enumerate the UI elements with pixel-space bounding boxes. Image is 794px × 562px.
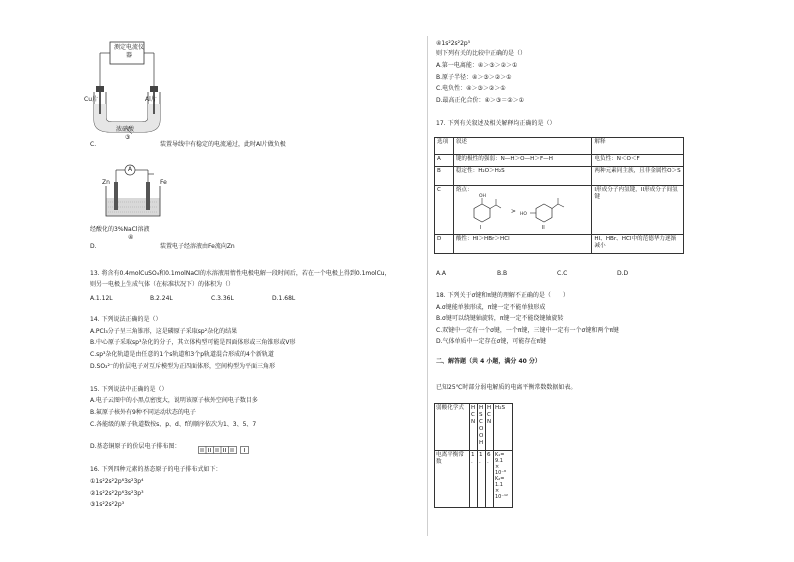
q16-stem: 16. 下列四种元素的基态原子的电子排布式如下： bbox=[90, 466, 222, 473]
char: S bbox=[479, 412, 483, 418]
fig4-right-electrode: Fe bbox=[160, 179, 167, 186]
ion-value-2 bbox=[478, 451, 486, 508]
q17-row-a bbox=[435, 155, 684, 167]
char: C bbox=[479, 419, 483, 425]
section-2-heading: 二、解答题（共 4 小题，满分 40 分） bbox=[436, 358, 541, 365]
q13-option-c: C.3.36L bbox=[211, 295, 234, 302]
q17-answer-a: A.A bbox=[436, 270, 447, 277]
q17-row-a-desc: 键的极性的强弱：N—H＞O—H＞F—H bbox=[453, 155, 592, 167]
char: N bbox=[471, 419, 476, 425]
q17-row-b-desc: 稳定性：H₂O＞H₂S bbox=[453, 167, 592, 186]
option-d-letter: D. bbox=[90, 243, 97, 250]
q14-option-a: A.PCl₃分子呈三角锥形，这是磷原子采取sp²杂化的结果 bbox=[90, 328, 238, 335]
char: 10⁻¹² bbox=[495, 494, 509, 500]
option-d-text: 装置电子经溶液由Fe流向Zn bbox=[160, 243, 235, 250]
q17-table bbox=[434, 137, 684, 254]
q16-config-2: ②1s²2s²2p⁶3s²3p³ bbox=[90, 490, 144, 497]
fig3-instrument-label: 测定电流仪器 bbox=[114, 44, 145, 59]
q16-config-4: ④1s²2s²2p⁵ bbox=[436, 40, 471, 47]
option-c-text: 装置导线中有稳定的电流通过，此时Al片做负极 bbox=[160, 141, 286, 148]
char: × bbox=[495, 464, 500, 470]
q19-intro: 已知25℃时部分弱电解质的电离平衡常数数据如表。 bbox=[436, 384, 577, 391]
ion-value-row bbox=[435, 451, 513, 508]
ion-col-hscn-chars bbox=[479, 405, 484, 447]
q17-row-b-exp: 两种元素同主族，且非金属性O＞S bbox=[592, 167, 684, 186]
q15-stem: 15. 下列说法中正确的是（） bbox=[90, 386, 168, 393]
ion-col-hcn2-chars bbox=[487, 405, 492, 426]
q16-option-c: C.电负性：④＞③＞②＞① bbox=[436, 85, 506, 92]
q17-row-c-desc bbox=[453, 186, 592, 235]
q14-option-d: D.SO₃²⁻的价层电子对互斥模型为正四面体形，空间构型为平面三角形 bbox=[90, 363, 276, 370]
q17-row-c-option: C bbox=[435, 186, 454, 235]
q17-row-c-compare-sign: > bbox=[510, 208, 516, 215]
ion-col-hcn2 bbox=[486, 404, 494, 451]
q16-option-b: B.原子半径：④＞③＞②＞① bbox=[436, 74, 512, 81]
q15-option-b: B.氟原子核外有9种不同运动状态的电子 bbox=[90, 409, 196, 416]
ion-value-3 bbox=[486, 451, 494, 508]
q17-header-option: 选项 bbox=[435, 138, 454, 155]
q18-option-d: D.气体单质中一定存在σ键，可能存在π键 bbox=[436, 338, 546, 345]
ion-value-4 bbox=[494, 451, 513, 508]
char: K₂= bbox=[495, 476, 505, 482]
ion-header-row bbox=[435, 404, 513, 451]
char: 9.1 bbox=[495, 458, 503, 464]
q13-option-d: D.1.68L bbox=[272, 295, 296, 302]
q18-option-b: B.σ键可以绕键轴旋转，π键一定不能绕键轴旋转 bbox=[436, 315, 564, 322]
q16-question-stem: 则下列有关的比较中正确的是（） bbox=[436, 50, 527, 57]
ion-value-label: 电离平衡常数 bbox=[435, 451, 470, 508]
char: H bbox=[479, 440, 484, 446]
q17-row-d-option: D bbox=[435, 235, 454, 254]
q17-header-exp: 解释 bbox=[592, 138, 684, 155]
figure-4 bbox=[100, 160, 180, 224]
q16-option-d: D.最高正化合价：④＞③＝②＞① bbox=[436, 97, 525, 104]
char: 6 bbox=[487, 452, 491, 458]
char: N bbox=[487, 419, 492, 425]
char: . bbox=[471, 459, 473, 465]
ion-value-2-chars bbox=[479, 452, 484, 466]
ion-col-hscn bbox=[478, 404, 486, 451]
q13-option-b: B.2.24L bbox=[150, 295, 173, 302]
q17-row-d-exp: HI、HBr、HCl中的范德华力逐渐减小 bbox=[592, 235, 684, 254]
svg-text:OH: OH bbox=[478, 194, 486, 199]
fig4-solution-label: 经酸化的3%NaCl溶液 bbox=[90, 226, 150, 233]
q17-row-c-melting-label: 熔点： bbox=[455, 187, 473, 193]
fig4-number: ④ bbox=[128, 234, 134, 241]
fig4-left-electrode: Zn bbox=[102, 179, 110, 186]
q13-option-a: A.1.12L bbox=[90, 295, 113, 302]
fig3-left-electrode: Cu片 bbox=[84, 96, 98, 103]
fig3-right-electrode: Al片 bbox=[145, 96, 157, 103]
q14-option-c: C.sp³杂化轨道是由任意的1个s轨道和3个p轨道混合形成的4个新轨道 bbox=[90, 351, 274, 358]
char: K₁= bbox=[495, 452, 505, 458]
orbital-boxes-drawing bbox=[198, 445, 250, 455]
q17-row-c bbox=[435, 186, 684, 235]
figure-4-drawing bbox=[100, 160, 180, 224]
char: 1 bbox=[479, 452, 483, 458]
char: H bbox=[479, 405, 484, 411]
char: C bbox=[487, 412, 491, 418]
q17-structure-ii-label: II bbox=[541, 225, 545, 231]
q17-answer-c: C.C bbox=[557, 270, 568, 277]
q16-config-1: ①1s²2s²2p⁶3s²3p⁴ bbox=[90, 478, 144, 485]
q15-option-c: C.各能级的原子轨道数按s、p、d、f的顺序依次为1、3、5、7 bbox=[90, 421, 257, 428]
q17-row-a-option: A bbox=[435, 155, 454, 167]
char: 1 bbox=[471, 452, 475, 458]
q16-config-3: ③1s²2s²2p³ bbox=[90, 501, 125, 508]
char: C bbox=[471, 412, 475, 418]
orbital-diagram bbox=[198, 440, 250, 450]
q17-row-d bbox=[435, 235, 684, 254]
q15-option-d: D.基态铜原子的价层电子排布图： bbox=[90, 443, 181, 450]
q17-answer-d: D.D bbox=[617, 270, 629, 277]
svg-text:HO: HO bbox=[519, 212, 527, 217]
fig3-number: ③ bbox=[125, 134, 131, 141]
q17-stem: 17. 下列有关叙述及相关解释均正确的是（） bbox=[436, 120, 556, 127]
q18-option-a: A.σ键能单独形成，π键一定不能单独形成 bbox=[436, 304, 546, 311]
q17-header-desc: 叙述 bbox=[453, 138, 592, 155]
q17-row-b-option: B bbox=[435, 167, 454, 186]
column-divider bbox=[427, 36, 428, 536]
q14-stem: 14. 下列说法正确的是（） bbox=[90, 316, 162, 323]
ion-col-h2s: H₂S bbox=[494, 404, 513, 451]
ionization-table bbox=[434, 403, 513, 508]
q17-structure-i-label: I bbox=[479, 225, 482, 231]
q17-row-b bbox=[435, 167, 684, 186]
fig3-solution-label: 浓硝酸 bbox=[116, 126, 135, 133]
q17-header-row bbox=[435, 138, 684, 155]
q14-option-b: B.中心原子采取sp³杂化的分子，其立体构型可能是四面体形或三角锥形或V形 bbox=[90, 339, 296, 346]
ion-value-3-chars bbox=[487, 452, 492, 466]
q17-answer-b: B.B bbox=[497, 270, 508, 277]
ion-col-hcn bbox=[470, 404, 478, 451]
ion-col-hcn-chars bbox=[471, 405, 476, 426]
q18-stem: 18. 下列关于σ键和π键的理解不正确的是（ ） bbox=[436, 292, 569, 299]
q13-line1: 13. 将含有0.4molCuSO₄和0.1molNaCl的水溶液用惰性电极电解一段时间后，若在一个电极上得到0.1molCu， bbox=[90, 270, 391, 277]
q15-option-a: A.电子云图中的小黑点密度大，说明该原子核外空间电子数目多 bbox=[90, 397, 258, 404]
q17-row-c-exp: I形成分子内氢键，II形成分子间氢键 bbox=[592, 186, 684, 235]
option-c-letter: C. bbox=[90, 141, 97, 148]
char: . bbox=[487, 459, 489, 465]
char: . bbox=[479, 459, 481, 465]
q13-line2: 则另一电极上生成气体（在标准状况下）的体积为（） bbox=[90, 281, 235, 288]
char: 1.1 bbox=[495, 482, 503, 488]
ion-value-4-chars bbox=[495, 452, 511, 500]
ion-header-label: 弱酸化学式 bbox=[435, 404, 470, 451]
q16-option-a: A.第一电离能：④＞③＞②＞① bbox=[436, 62, 518, 69]
char: 10⁻⁸ bbox=[495, 470, 507, 476]
ion-value-1 bbox=[470, 451, 478, 508]
char: H bbox=[471, 405, 476, 411]
q17-row-a-exp: 电负性：N＜O＜F bbox=[592, 155, 684, 167]
fig4-meter-label: A bbox=[128, 166, 133, 173]
char: × bbox=[495, 488, 500, 494]
char: H bbox=[487, 405, 492, 411]
char: O bbox=[479, 426, 484, 432]
char: O bbox=[479, 433, 484, 439]
q17-row-d-desc: 酸性：HI＞HBr＞HCl bbox=[453, 235, 592, 254]
q18-option-c: C.双键中一定有一个σ键，一个π键，三键中一定有一个σ键和两个π键 bbox=[436, 327, 619, 334]
ion-value-1-chars bbox=[471, 452, 476, 466]
